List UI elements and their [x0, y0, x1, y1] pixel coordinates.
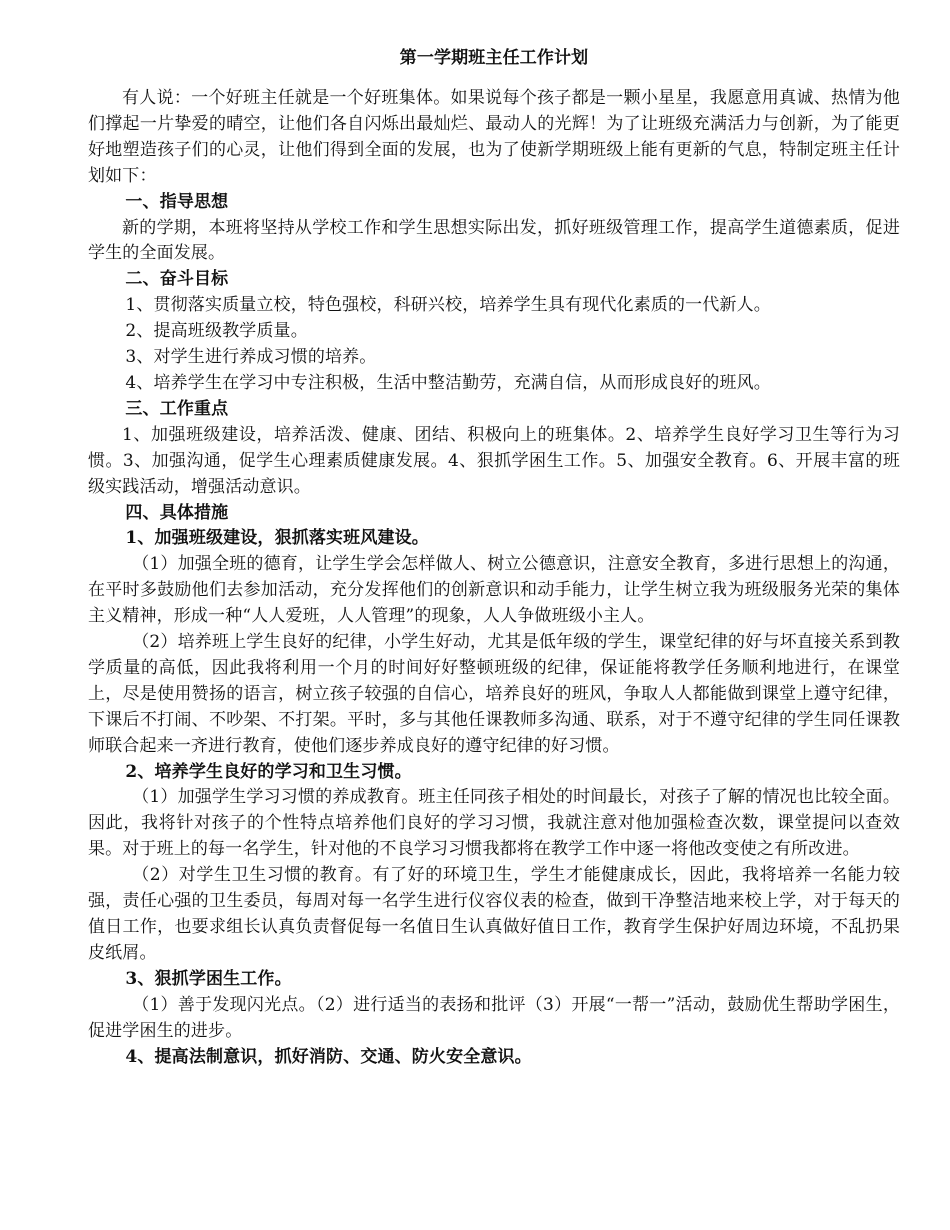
section-heading-measures: 四、具体措施 [125, 502, 229, 523]
measure-3-title: 3、狠抓学困生工作。 [125, 968, 292, 989]
section-heading-work-focus: 三、工作重点 [125, 398, 229, 419]
measure-4-title: 4、提高法制意识，抓好消防、交通、防火安全意识。 [125, 1046, 532, 1067]
measure-2-paragraph-1: （1）加强学生学习习惯的养成教育。班主任同孩子相处的时间最长，对孩子了解的情况也比较全面。因此，我将针对孩子的个性特点培养他们良好的学习习惯，我就注意对他加强检查次数，课堂提问以查效果。对于班上的每一名学生，针对他的不良学习习惯我都将在教学工作中逐一将他改变使之有所改进。 [88, 787, 900, 860]
measure-1-paragraph-1: （1）加强全班的德育，让学生学会怎样做人、树立公德意识，注意安全教育，多进行思想上的沟通，在平时多鼓励他们去参加活动，充分发挥他们的创新意识和动手能力，让学生树立我为班级服务光荣的集体主义精神，形成一种“人人爱班，人人管理”的现象，人人争做班级小主人。 [88, 554, 900, 627]
goal-item: 1、贯彻落实质量立校，特色强校，科研兴校，培养学生具有现代化素质的一代新人。 [125, 295, 771, 316]
section-heading-goals: 二、奋斗目标 [125, 269, 229, 290]
measure-1-paragraph-2: （2）培养班上学生良好的纪律，小学生好动，尤其是低年级的学生，课堂纪律的好与坏直接关系到教学质量的高低，因此我将利用一个月的时间好好整顿班级的纪律，保证能将教学任务顺利地进行，在课堂上，尽是使用赞扬的语言，树立孩子较强的自信心，培养良好的班风，争取人人都能做到课堂上遵守纪律，下课后不打闹、不吵架、不打架。平时，多与其他任课教师多沟通、联系，对于不遵守纪律的学生同任课教师联合起来一齐进行教育，使他们逐步养成良好的遵守纪律的好习惯。 [88, 632, 900, 756]
goal-item: 2、提高班级教学质量。 [125, 321, 308, 342]
goal-item: 3、对学生进行养成习惯的培养。 [125, 347, 377, 368]
measure-3-paragraph-1: （1）善于发现闪光点。（2）进行适当的表扬和批评（3）开展“一帮一”活动，鼓励优生帮助学困生，促进学困生的进步。 [88, 994, 900, 1041]
document-page [88, 44, 900, 1070]
section-heading-guiding-thought: 一、指导思想 [125, 191, 229, 212]
intro-paragraph: 有人说：一个好班主任就是一个好班集体。如果说每个孩子都是一颗小星星，我愿意用真诚、热情为他们撑起一片挚爱的晴空，让他们各自闪烁出最灿烂、最动人的光辉！为了让班级充满活力与创新，为了能更好地塑造孩子们的心灵，让他们得到全面的发展，也为了使新学期班级上能有更新的气息，特制定班主任计划如下： [88, 88, 900, 186]
goal-item: 4、培养学生在学习中专注积极，生活中整洁勤劳，充满自信，从而形成良好的班风。 [125, 372, 771, 393]
measure-1-title: 1、加强班级建设，狠抓落实班风建设。 [125, 528, 429, 549]
measure-2-title: 2、培养学生良好的学习和卫生习惯。 [125, 761, 412, 782]
document-title: 第一学期班主任工作计划 [399, 48, 589, 68]
measure-2-paragraph-2: （2）对学生卫生习惯的教育。有了好的环境卫生，学生才能健康成长，因此，我将培养一名能力较强，责任心强的卫生委员，每周对每一名学生进行仪容仪表的检查，做到干净整洁地来校上学，对于每天的值日工作，也要求组长认真负责督促每一名值日生认真做好值日工作，教育学生保护好周边环境，不乱扔果皮纸屑。 [88, 865, 900, 963]
work-focus-paragraph: 1、加强班级建设，培养活泼、健康、团结、积极向上的班集体。2、培养学生良好学习卫生等行为习惯。3、加强沟通，促学生心理素质健康发展。4、狠抓学困生工作。5、加强安全教育。6、开展丰富的班级实践活动，增强活动意识。 [88, 424, 900, 497]
guiding-thought-paragraph: 新的学期，本班将坚持从学校工作和学生思想实际出发，抓好班级管理工作，提高学生道德素质，促进学生的全面发展。 [88, 217, 900, 264]
